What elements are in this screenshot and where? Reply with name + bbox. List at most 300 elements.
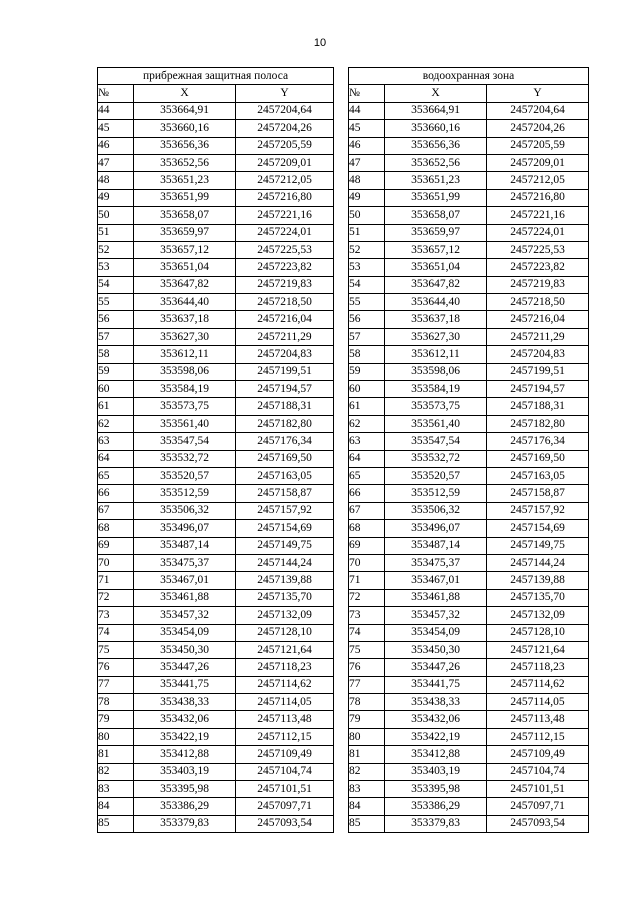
left-point-number: 69 (98, 537, 134, 554)
right-x-value: 353547,54 (385, 433, 487, 450)
column-gap (334, 207, 349, 224)
right-y-value: 2457221,16 (487, 207, 589, 224)
left-y-value: 2457204,26 (236, 120, 334, 137)
right-x-value: 353432,06 (385, 711, 487, 728)
left-point-number: 72 (98, 589, 134, 606)
left-point-number: 48 (98, 172, 134, 189)
left-point-number: 58 (98, 346, 134, 363)
column-gap (334, 363, 349, 380)
left-y-value: 2457219,83 (236, 276, 334, 293)
column-gap (334, 520, 349, 537)
table-row (98, 607, 589, 624)
left-x-value: 353598,06 (134, 363, 236, 380)
left-x-value: 353379,83 (134, 815, 236, 832)
right-y-value: 2457169,50 (487, 450, 589, 467)
right-point-number: 50 (349, 207, 385, 224)
right-point-number: 65 (349, 467, 385, 484)
left-y-value: 2457109,49 (236, 746, 334, 763)
right-x-value: 353644,40 (385, 294, 487, 311)
left-y-value: 2457209,01 (236, 154, 334, 171)
column-gap (334, 781, 349, 798)
right-point-number: 51 (349, 224, 385, 241)
right-point-number: 77 (349, 676, 385, 693)
left-x-value: 353644,40 (134, 294, 236, 311)
column-gap (334, 537, 349, 554)
table-row (98, 659, 589, 676)
column-gap (334, 607, 349, 624)
table-row (98, 746, 589, 763)
left-point-number: 81 (98, 746, 134, 763)
left-y-value: 2457157,92 (236, 502, 334, 519)
right-y-value: 2457154,69 (487, 520, 589, 537)
left-point-number: 51 (98, 224, 134, 241)
right-y-value: 2457104,74 (487, 763, 589, 780)
table-row (98, 346, 589, 363)
left-point-number: 54 (98, 276, 134, 293)
column-gap (334, 746, 349, 763)
right-point-number: 56 (349, 311, 385, 328)
right-y-value: 2457212,05 (487, 172, 589, 189)
left-y-value: 2457212,05 (236, 172, 334, 189)
right-point-number: 64 (349, 450, 385, 467)
right-y-value: 2457204,83 (487, 346, 589, 363)
column-gap (334, 659, 349, 676)
left-x-value: 353584,19 (134, 381, 236, 398)
left-x-value: 353651,04 (134, 259, 236, 276)
left-x-value: 353386,29 (134, 798, 236, 815)
left-point-number: 62 (98, 415, 134, 432)
table-row (98, 763, 589, 780)
left-y-value: 2457188,31 (236, 398, 334, 415)
column-gap (334, 450, 349, 467)
left-point-number: 73 (98, 607, 134, 624)
right-point-number: 46 (349, 137, 385, 154)
table-row (98, 728, 589, 745)
left-y-value: 2457121,64 (236, 641, 334, 658)
left-y-value: 2457113,48 (236, 711, 334, 728)
column-gap (334, 815, 349, 832)
left-x-value: 353612,11 (134, 346, 236, 363)
right-x-value: 353627,30 (385, 328, 487, 345)
right-header-x: X (385, 85, 487, 102)
right-point-number: 57 (349, 328, 385, 345)
table-row (98, 433, 589, 450)
left-point-number: 78 (98, 694, 134, 711)
right-point-number: 58 (349, 346, 385, 363)
right-point-number: 47 (349, 154, 385, 171)
column-gap (334, 259, 349, 276)
left-x-value: 353561,40 (134, 415, 236, 432)
column-gap (334, 589, 349, 606)
table-row (98, 398, 589, 415)
left-x-value: 353520,57 (134, 467, 236, 484)
left-point-number: 50 (98, 207, 134, 224)
left-y-value: 2457225,53 (236, 241, 334, 258)
table-row (98, 589, 589, 606)
right-point-number: 82 (349, 763, 385, 780)
right-point-number: 79 (349, 711, 385, 728)
column-gap (334, 294, 349, 311)
right-y-value: 2457135,70 (487, 589, 589, 606)
right-point-number: 59 (349, 363, 385, 380)
table-row (98, 676, 589, 693)
right-header-y: Y (487, 85, 589, 102)
right-x-value: 353395,98 (385, 781, 487, 798)
left-y-value: 2457216,80 (236, 189, 334, 206)
left-point-number: 82 (98, 763, 134, 780)
right-y-value: 2457144,24 (487, 554, 589, 571)
left-point-number: 57 (98, 328, 134, 345)
left-point-number: 61 (98, 398, 134, 415)
table-row (98, 467, 589, 484)
right-point-number: 62 (349, 415, 385, 432)
column-gap (334, 433, 349, 450)
right-y-value: 2457139,88 (487, 572, 589, 589)
left-x-value: 353450,30 (134, 641, 236, 658)
left-y-value: 2457223,82 (236, 259, 334, 276)
right-y-value: 2457225,53 (487, 241, 589, 258)
left-y-value: 2457132,09 (236, 607, 334, 624)
right-x-value: 353658,07 (385, 207, 487, 224)
right-x-value: 353467,01 (385, 572, 487, 589)
left-header-number: № (98, 85, 134, 102)
right-y-value: 2457118,23 (487, 659, 589, 676)
left-y-value: 2457169,50 (236, 450, 334, 467)
left-y-value: 2457204,83 (236, 346, 334, 363)
right-x-value: 353651,23 (385, 172, 487, 189)
column-gap (334, 624, 349, 641)
right-x-value: 353598,06 (385, 363, 487, 380)
right-x-value: 353454,09 (385, 624, 487, 641)
column-gap (334, 502, 349, 519)
header-row (98, 85, 589, 102)
left-x-value: 353461,88 (134, 589, 236, 606)
left-point-number: 49 (98, 189, 134, 206)
right-point-number: 48 (349, 172, 385, 189)
table-row (98, 328, 589, 345)
left-point-number: 67 (98, 502, 134, 519)
left-x-value: 353532,72 (134, 450, 236, 467)
left-y-value: 2457182,80 (236, 415, 334, 432)
column-gap (334, 85, 349, 102)
right-x-value: 353461,88 (385, 589, 487, 606)
left-x-value: 353496,07 (134, 520, 236, 537)
left-y-value: 2457149,75 (236, 537, 334, 554)
right-header-number: № (349, 85, 385, 102)
left-point-number: 45 (98, 120, 134, 137)
table-row (98, 294, 589, 311)
right-point-number: 49 (349, 189, 385, 206)
column-gap (334, 189, 349, 206)
left-y-value: 2457135,70 (236, 589, 334, 606)
left-x-value: 353651,99 (134, 189, 236, 206)
column-gap (334, 137, 349, 154)
left-point-number: 44 (98, 102, 134, 119)
left-x-value: 353656,36 (134, 137, 236, 154)
right-x-value: 353573,75 (385, 398, 487, 415)
right-point-number: 81 (349, 746, 385, 763)
left-point-number: 71 (98, 572, 134, 589)
left-y-value: 2457112,15 (236, 728, 334, 745)
right-y-value: 2457121,64 (487, 641, 589, 658)
left-point-number: 47 (98, 154, 134, 171)
column-gap (334, 467, 349, 484)
right-x-value: 353657,12 (385, 241, 487, 258)
left-y-value: 2457144,24 (236, 554, 334, 571)
column-gap (334, 276, 349, 293)
right-point-number: 85 (349, 815, 385, 832)
right-x-value: 353475,37 (385, 554, 487, 571)
left-x-value: 353573,75 (134, 398, 236, 415)
column-gap (334, 728, 349, 745)
table-row (98, 711, 589, 728)
left-x-value: 353657,12 (134, 241, 236, 258)
right-point-number: 75 (349, 641, 385, 658)
table-row (98, 537, 589, 554)
right-x-value: 353447,26 (385, 659, 487, 676)
left-y-value: 2457163,05 (236, 467, 334, 484)
right-point-number: 78 (349, 694, 385, 711)
right-y-value: 2457211,29 (487, 328, 589, 345)
table-row (98, 207, 589, 224)
right-point-number: 53 (349, 259, 385, 276)
right-x-value: 353496,07 (385, 520, 487, 537)
left-y-value: 2457101,51 (236, 781, 334, 798)
left-x-value: 353506,32 (134, 502, 236, 519)
left-x-value: 353651,23 (134, 172, 236, 189)
right-x-value: 353520,57 (385, 467, 487, 484)
right-point-number: 45 (349, 120, 385, 137)
table-row (98, 641, 589, 658)
table-row (98, 381, 589, 398)
left-y-value: 2457128,10 (236, 624, 334, 641)
table-row (98, 172, 589, 189)
right-y-value: 2457224,01 (487, 224, 589, 241)
right-x-value: 353664,91 (385, 102, 487, 119)
right-x-value: 353612,11 (385, 346, 487, 363)
right-y-value: 2457188,31 (487, 398, 589, 415)
table-row (98, 798, 589, 815)
left-y-value: 2457211,29 (236, 328, 334, 345)
column-gap (334, 763, 349, 780)
right-point-number: 80 (349, 728, 385, 745)
left-x-value: 353447,26 (134, 659, 236, 676)
left-y-value: 2457114,62 (236, 676, 334, 693)
right-point-number: 60 (349, 381, 385, 398)
left-x-value: 353637,18 (134, 311, 236, 328)
left-point-number: 59 (98, 363, 134, 380)
left-y-value: 2457139,88 (236, 572, 334, 589)
column-gap (334, 68, 349, 85)
left-y-value: 2457176,34 (236, 433, 334, 450)
left-point-number: 77 (98, 676, 134, 693)
right-y-value: 2457218,50 (487, 294, 589, 311)
coordinates-table (97, 67, 589, 833)
right-point-number: 54 (349, 276, 385, 293)
left-x-value: 353659,97 (134, 224, 236, 241)
table-row (98, 154, 589, 171)
column-gap (334, 641, 349, 658)
left-point-number: 76 (98, 659, 134, 676)
table-row (98, 694, 589, 711)
left-x-value: 353467,01 (134, 572, 236, 589)
column-gap (334, 154, 349, 171)
left-x-value: 353412,88 (134, 746, 236, 763)
right-y-value: 2457114,05 (487, 694, 589, 711)
right-y-value: 2457093,54 (487, 815, 589, 832)
right-point-number: 83 (349, 781, 385, 798)
column-gap (334, 415, 349, 432)
left-y-value: 2457097,71 (236, 798, 334, 815)
left-point-number: 70 (98, 554, 134, 571)
right-x-value: 353457,32 (385, 607, 487, 624)
left-x-value: 353660,16 (134, 120, 236, 137)
left-point-number: 52 (98, 241, 134, 258)
table-row (98, 485, 589, 502)
column-gap (334, 224, 349, 241)
left-point-number: 65 (98, 467, 134, 484)
left-point-number: 56 (98, 311, 134, 328)
column-gap (334, 102, 349, 119)
left-y-value: 2457194,57 (236, 381, 334, 398)
right-x-value: 353651,04 (385, 259, 487, 276)
right-point-number: 84 (349, 798, 385, 815)
left-y-value: 2457224,01 (236, 224, 334, 241)
right-point-number: 68 (349, 520, 385, 537)
left-y-value: 2457093,54 (236, 815, 334, 832)
table-row (98, 189, 589, 206)
right-y-value: 2457128,10 (487, 624, 589, 641)
right-x-value: 353487,14 (385, 537, 487, 554)
right-x-value: 353652,56 (385, 154, 487, 171)
right-y-value: 2457149,75 (487, 537, 589, 554)
column-gap (334, 172, 349, 189)
right-point-number: 67 (349, 502, 385, 519)
right-x-value: 353512,59 (385, 485, 487, 502)
right-y-value: 2457163,05 (487, 467, 589, 484)
right-x-value: 353403,19 (385, 763, 487, 780)
right-y-value: 2457176,34 (487, 433, 589, 450)
right-point-number: 76 (349, 659, 385, 676)
table-row (98, 781, 589, 798)
left-y-value: 2457154,69 (236, 520, 334, 537)
right-x-value: 353441,75 (385, 676, 487, 693)
right-section-title: водоохранная зона (349, 68, 589, 85)
left-x-value: 353664,91 (134, 102, 236, 119)
right-point-number: 63 (349, 433, 385, 450)
right-x-value: 353637,18 (385, 311, 487, 328)
title-row (98, 68, 589, 85)
left-header-y: Y (236, 85, 334, 102)
left-x-value: 353547,54 (134, 433, 236, 450)
right-x-value: 353506,32 (385, 502, 487, 519)
right-y-value: 2457132,09 (487, 607, 589, 624)
table-row (98, 450, 589, 467)
right-point-number: 52 (349, 241, 385, 258)
right-x-value: 353422,19 (385, 728, 487, 745)
column-gap (334, 311, 349, 328)
table-row (98, 224, 589, 241)
left-y-value: 2457114,05 (236, 694, 334, 711)
right-x-value: 353379,83 (385, 815, 487, 832)
left-point-number: 85 (98, 815, 134, 832)
left-y-value: 2457104,74 (236, 763, 334, 780)
table-row (98, 102, 589, 119)
table-row (98, 815, 589, 832)
left-x-value: 353475,37 (134, 554, 236, 571)
right-x-value: 353532,72 (385, 450, 487, 467)
right-y-value: 2457199,51 (487, 363, 589, 380)
column-gap (334, 241, 349, 258)
left-header-x: X (134, 85, 236, 102)
left-x-value: 353422,19 (134, 728, 236, 745)
left-x-value: 353627,30 (134, 328, 236, 345)
left-point-number: 63 (98, 433, 134, 450)
left-point-number: 79 (98, 711, 134, 728)
left-point-number: 80 (98, 728, 134, 745)
column-gap (334, 328, 349, 345)
right-point-number: 72 (349, 589, 385, 606)
left-x-value: 353658,07 (134, 207, 236, 224)
left-x-value: 353652,56 (134, 154, 236, 171)
column-gap (334, 572, 349, 589)
left-y-value: 2457205,59 (236, 137, 334, 154)
right-y-value: 2457219,83 (487, 276, 589, 293)
column-gap (334, 711, 349, 728)
left-point-number: 60 (98, 381, 134, 398)
right-point-number: 74 (349, 624, 385, 641)
right-y-value: 2457114,62 (487, 676, 589, 693)
left-point-number: 83 (98, 781, 134, 798)
left-x-value: 353454,09 (134, 624, 236, 641)
right-y-value: 2457097,71 (487, 798, 589, 815)
right-y-value: 2457101,51 (487, 781, 589, 798)
right-point-number: 71 (349, 572, 385, 589)
right-y-value: 2457158,87 (487, 485, 589, 502)
left-y-value: 2457218,50 (236, 294, 334, 311)
table-row (98, 415, 589, 432)
right-x-value: 353647,82 (385, 276, 487, 293)
table-row (98, 363, 589, 380)
left-point-number: 75 (98, 641, 134, 658)
table-row (98, 520, 589, 537)
right-y-value: 2457209,01 (487, 154, 589, 171)
left-y-value: 2457216,04 (236, 311, 334, 328)
table-row (98, 241, 589, 258)
left-y-value: 2457204,64 (236, 102, 334, 119)
right-x-value: 353660,16 (385, 120, 487, 137)
left-x-value: 353441,75 (134, 676, 236, 693)
right-y-value: 2457204,26 (487, 120, 589, 137)
left-y-value: 2457158,87 (236, 485, 334, 502)
left-point-number: 46 (98, 137, 134, 154)
left-x-value: 353457,32 (134, 607, 236, 624)
column-gap (334, 798, 349, 815)
right-y-value: 2457205,59 (487, 137, 589, 154)
right-x-value: 353651,99 (385, 189, 487, 206)
table-row (98, 120, 589, 137)
left-point-number: 53 (98, 259, 134, 276)
right-y-value: 2457204,64 (487, 102, 589, 119)
right-x-value: 353412,88 (385, 746, 487, 763)
column-gap (334, 381, 349, 398)
table-row (98, 572, 589, 589)
column-gap (334, 554, 349, 571)
right-point-number: 69 (349, 537, 385, 554)
left-x-value: 353403,19 (134, 763, 236, 780)
right-y-value: 2457109,49 (487, 746, 589, 763)
right-y-value: 2457194,57 (487, 381, 589, 398)
